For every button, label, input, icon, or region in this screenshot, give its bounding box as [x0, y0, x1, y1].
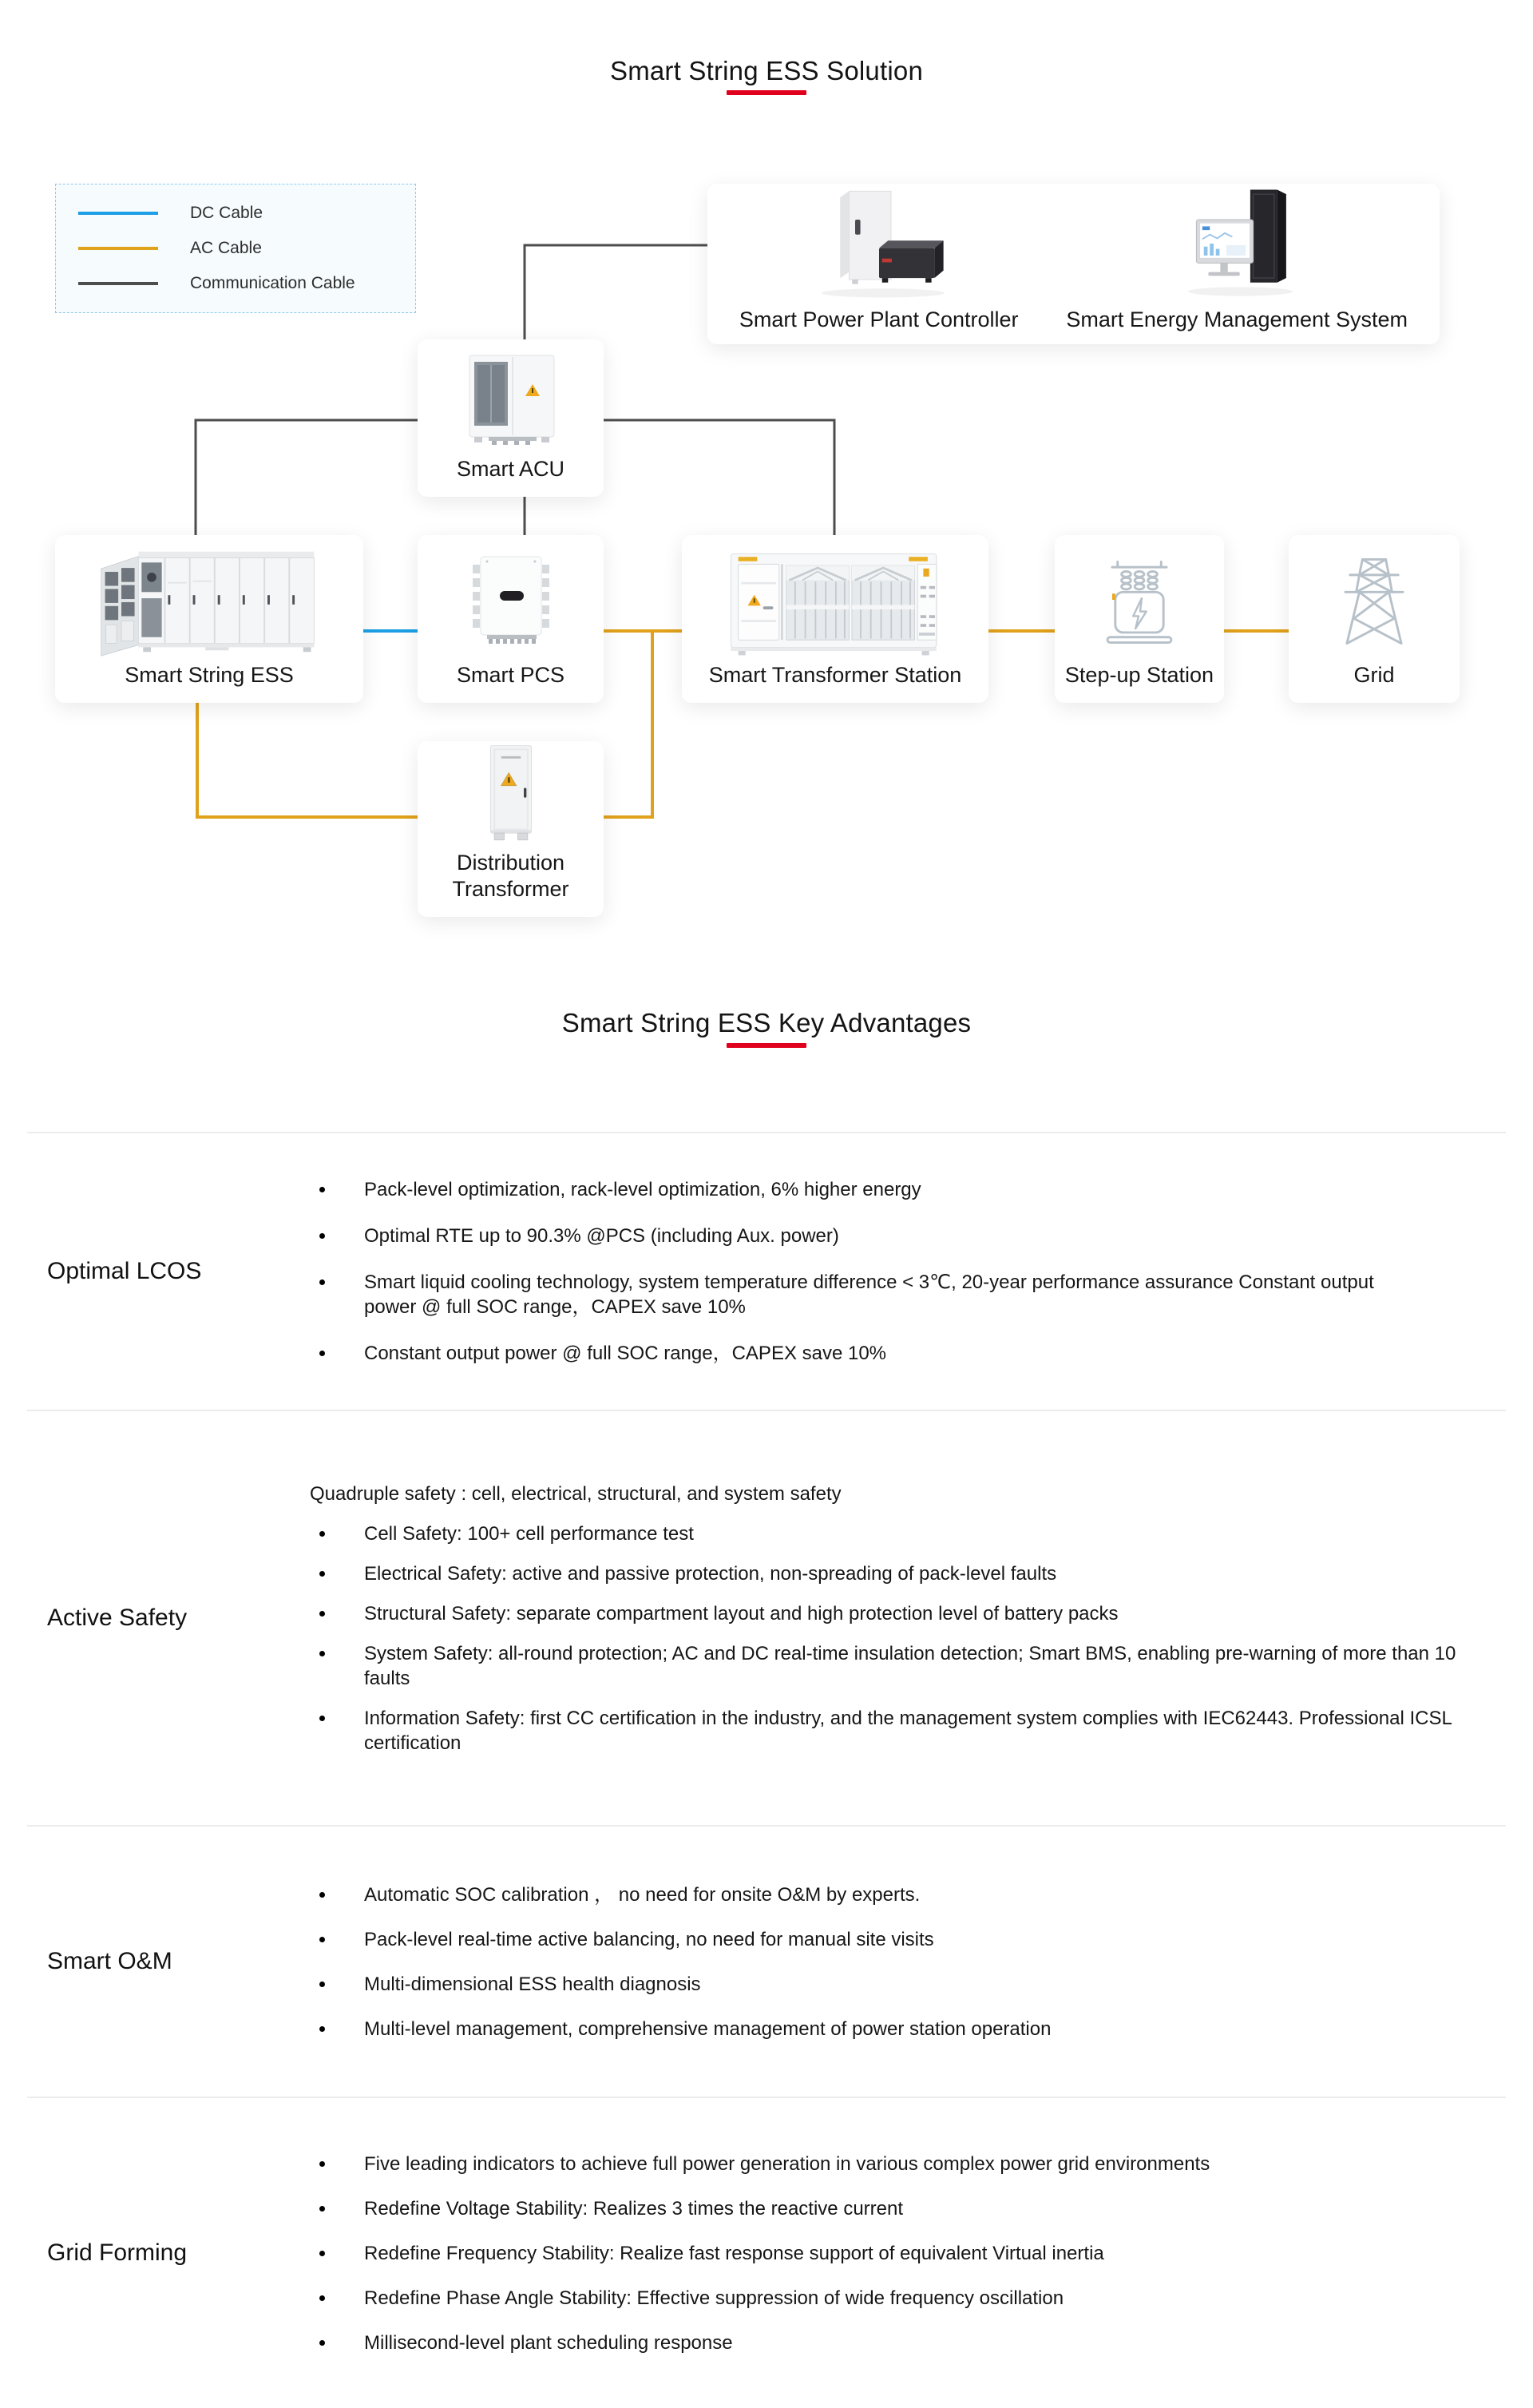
advantage-row-optimal-lcos [27, 1132, 1506, 1410]
distribution-transformer-image [451, 741, 571, 847]
bullet-item [310, 1521, 1485, 1546]
row-content [310, 2098, 1485, 2408]
bullet-text: Redefine Frequency Stability: Realize fast response support of equivalent Virtual inertia [364, 2242, 1104, 2264]
figure-power-plant-controller [739, 184, 1019, 344]
power-plant-controller-image [791, 184, 967, 303]
bullet-dot-icon [319, 2340, 325, 2346]
page-title: Smart String ESS Solution [609, 56, 923, 85]
bullet-text: Millisecond-level plant scheduling response [364, 2331, 733, 2354]
bullet-text: System Safety: all-round protection; AC and DC real-time insulation detection; Smart BMS, enabling pre-warning of more than 10 faults [364, 1642, 1456, 1689]
bullet-item [310, 2152, 1485, 2176]
node-label: Smart Transformer Station [708, 663, 962, 688]
bullet-text: Redefine Voltage Stability: Realizes 3 times the reactive current [364, 2197, 904, 2220]
bullet-dot-icon [319, 1716, 325, 1721]
row-title: Smart O&M [47, 1948, 172, 1974]
advantage-row-grid-forming [27, 2097, 1506, 2408]
smart-string-ess-image [85, 542, 333, 659]
node-label: Smart Power Plant Controller [739, 307, 1019, 332]
node-label: Smart String ESS [125, 663, 294, 688]
bullet-text: Five leading indicators to achieve full power generation in various complex power grid environments [364, 2152, 1210, 2175]
node-label: Grid [1353, 663, 1395, 688]
ac-cable-line-icon [78, 247, 158, 250]
bullet-item [310, 1882, 1485, 1907]
bullet-text: Cell Safety: 100+ cell performance test [364, 1522, 694, 1545]
bullet-dot-icon [319, 2206, 325, 2212]
legend-item-dc [56, 204, 415, 223]
bullet-dot-icon [319, 1351, 325, 1356]
node-label: Distribution Transformer [452, 851, 569, 902]
bullet-text: Pack-level real-time active balancing, no need for manual site visits [364, 1928, 934, 1950]
row-title: Optimal LCOS [47, 1258, 202, 1284]
bullet-item [310, 2286, 1485, 2311]
cable-diagram [0, 0, 1533, 998]
node-smart-acu [418, 339, 604, 497]
bullet-dot-icon [319, 1937, 325, 1942]
bullet-item [310, 1641, 1485, 1691]
bullet-text: Optimal RTE up to 90.3% @PCS (including Aux. power) [364, 1225, 839, 1247]
bullet-dot-icon [319, 1279, 325, 1285]
advantage-row-active-safety [27, 1410, 1506, 1825]
node-grid [1289, 535, 1460, 703]
bullet-text: Redefine Phase Angle Stability: Effective suppression of wide frequency oscillation [364, 2287, 1064, 2309]
node-label: Smart Energy Management System [1066, 307, 1408, 332]
bullet-text: Smart liquid cooling technology, system temperature difference < 3℃, 20-year performance assurance Constant output power @ full SOC range，CAPEX save 10% [364, 1271, 1374, 1318]
bullet-text: Automatic SOC calibration ， no need for onsite O&M by experts. [364, 1883, 921, 1906]
bullet-text: Multi-dimensional ESS health diagnosis [364, 1973, 701, 1995]
row-title: Grid Forming [47, 2239, 188, 2266]
legend-label: DC Cable [190, 204, 263, 222]
cable-legend [55, 184, 416, 313]
legend-label: Communication Cable [190, 274, 355, 292]
bullet-item [310, 1270, 1485, 1319]
bullet-text: Information Safety: first CC certification in the industry, and the management system complies with IEC62443. Professional ICSL certification [364, 1707, 1452, 1754]
bullet-item [310, 1561, 1485, 1586]
dc-cable-line-icon [78, 212, 158, 215]
node-smart-string-ess [55, 535, 363, 703]
advantages-title: Smart String ESS Key Advantages [561, 1008, 972, 1037]
bullet-dot-icon [319, 2026, 325, 2032]
bullet-text: Pack-level optimization, rack-level optimization, 6% higher energy [364, 1179, 921, 1200]
bullet-dot-icon [319, 1531, 325, 1537]
node-smart-pcs [418, 535, 604, 703]
bullet-dot-icon [319, 1233, 325, 1239]
row-title: Active Safety [47, 1605, 188, 1631]
bullet-dot-icon [319, 2295, 325, 2301]
smart-acu-image [447, 347, 575, 453]
bullet-text: Electrical Safety: active and passive protection, non-spreading of pack-level faults [364, 1562, 1057, 1585]
bullet-item [310, 1927, 1485, 1952]
title-underline [727, 90, 806, 95]
bullet-item [310, 2331, 1485, 2355]
bullet-dot-icon [319, 1187, 325, 1192]
figure-energy-management-system [1066, 184, 1408, 344]
row-content [310, 1827, 1485, 2097]
smart-pcs-image [447, 547, 575, 659]
bullet-dot-icon [319, 2251, 325, 2256]
row-content [310, 1133, 1485, 1410]
advantages-title-underline [727, 1043, 806, 1048]
bullet-item [310, 1341, 1485, 1366]
node-label: Step-up Station [1064, 663, 1214, 688]
node-smart-transformer-station [682, 535, 988, 703]
row-intro-text: Quadruple safety : cell, electrical, structural, and system safety [310, 1482, 842, 1505]
bullet-text: Structural Safety: separate compartment layout and high protection level of battery packs [364, 1602, 1119, 1625]
bullet-item [310, 1972, 1485, 1997]
advantage-row-smart-om [27, 1825, 1506, 2097]
bullet-item [310, 2196, 1485, 2221]
node-distribution-transformer [418, 741, 604, 917]
communication-cable-line-icon [78, 282, 158, 285]
management-systems-card [707, 184, 1440, 344]
bullet-item [310, 2017, 1485, 2041]
bullet-item [310, 1177, 1485, 1202]
bullet-dot-icon [319, 1651, 325, 1656]
legend-item-ac [56, 239, 415, 258]
bullet-dot-icon [319, 1982, 325, 1987]
bullet-item [310, 1224, 1485, 1248]
legend-item-communication [56, 274, 415, 293]
grid-tower-icon [1314, 542, 1434, 659]
node-stepup-station [1055, 535, 1224, 703]
bullet-text: Constant output power @ full SOC range，CAPEX save 10% [364, 1343, 887, 1364]
legend-label: AC Cable [190, 239, 262, 257]
bullet-dot-icon [319, 1571, 325, 1577]
row-content [310, 1411, 1485, 1825]
smart-transformer-station-image [711, 542, 959, 659]
energy-management-system-image [1149, 184, 1325, 303]
stepup-station-icon [1079, 542, 1199, 659]
bullet-item [310, 1601, 1485, 1626]
bullet-item [310, 1706, 1485, 1755]
bullet-dot-icon [319, 1892, 325, 1898]
bullet-dot-icon [319, 1611, 325, 1617]
bullet-text: Multi-level management, comprehensive management of power station operation [364, 2017, 1052, 2040]
node-label: Smart ACU [456, 457, 565, 482]
node-label: Smart PCS [456, 663, 565, 688]
bullet-dot-icon [319, 2161, 325, 2167]
bullet-item [310, 2241, 1485, 2266]
